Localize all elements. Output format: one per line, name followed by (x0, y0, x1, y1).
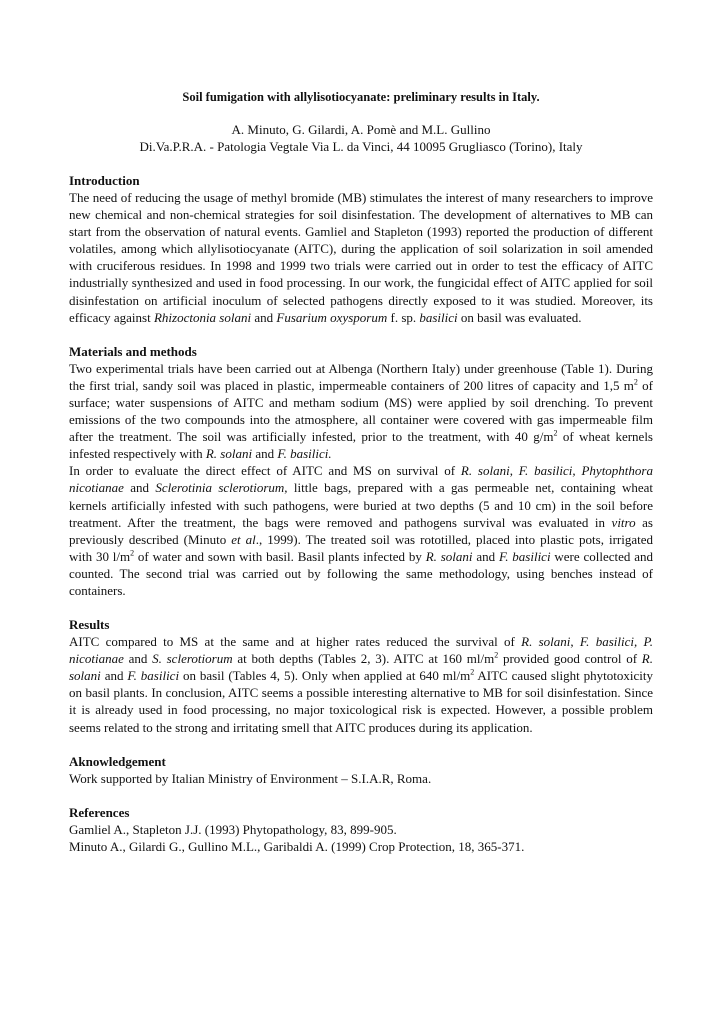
paper-title: Soil fumigation with allylisotiocyanate: preliminary results in Italy. (182, 90, 540, 104)
text-run: , (570, 634, 580, 650)
species-name: F. basilici (127, 668, 180, 684)
superscript: 2 (494, 650, 499, 660)
text-run: at both depths (Tables 2, 3). AITC at 160 ml/m (232, 651, 495, 667)
acknowledgement-section (69, 753, 653, 787)
text-run: and (123, 480, 156, 496)
text-run: as previously described (Minuto (69, 514, 653, 547)
species-name: F. basilici (498, 548, 551, 564)
species-name: Rhizoctonia solani (153, 309, 252, 325)
text-run: on basil (Tables 4, 5). Only when applied at 640 ml/m (179, 668, 471, 684)
introduction-paragraph (69, 189, 653, 326)
superscript: 2 (633, 377, 638, 387)
text-run: In order to evaluate the direct effect of AITC and MS on survival of (69, 463, 461, 479)
reference-item: Minuto A., Gilardi G., Gullino M.L., Garibaldi A. (1999) Crop Protection, 18, 365-371. (69, 838, 525, 854)
text-run: were collected and counted. The second trial was carried out by following the same methodology, using benches instead of containers. (69, 548, 653, 598)
text-run: AITC caused slight phytotoxicity on basil plants. In conclusion, AITC seems a possible interesting alternative to MB for soil disinfestation. Since it is already used in food processing, no major toxicological risk is expected. However, a possible problem seems related to the strong and irritating smell that AITC produces during its application. (69, 668, 653, 735)
species-name: basilici (419, 309, 458, 325)
references-section (69, 804, 653, 855)
references-heading: References (69, 804, 130, 820)
introduction-section (69, 172, 653, 326)
species-name: R. solani (205, 446, 253, 462)
text-run: of wheat kernels infested respectively with (69, 429, 653, 462)
italic-term: et al (231, 531, 256, 547)
superscript: 2 (130, 548, 135, 558)
species-name: Fusarium oxysporum (276, 309, 388, 325)
text-run: and (123, 651, 153, 667)
text-run: Two experimental trials have been carried out at Albenga (Northern Italy) under greenhouse (Table 1). During the first trial, sandy soil was placed in plastic, impermeable containers of 200 litres of capacity and 1,5 m (69, 360, 653, 393)
text-run: on basil was evaluated. (457, 309, 582, 325)
acknowledgement-text: Work supported by Italian Ministry of Environment – S.I.A.R, Roma. (69, 770, 432, 786)
text-run: The need of reducing the usage of methyl bromide (MB) stimulates the interest of many researchers to improve new chemical and non-chemical strategies for soil disinfestation. The development of alternatives to MB can start from the observation of natural events. Gamliel and Stapleton (1993) reported the production of different volatiles, among which allylisotiocyanate (AITC), during the application of soil solarization in soil amended with cruciferous residues. In 1998 and 1999 two trials were carried out in order to test the efficacy of AITC industrially synthesized and used in food processing. In our work, the fungicidal effect of AITC applied for soil disinfestation on artificial inoculum of selected pathogens directly exposed to it was studied. Moreover, its efficacy against (69, 190, 653, 325)
acknowledgement-heading: Aknowledgement (69, 753, 166, 769)
text-run: and (251, 309, 277, 325)
text-run: of water and sown with basil. Basil plants infected by (134, 548, 426, 564)
text-run: and (252, 446, 278, 462)
introduction-heading: Introduction (69, 173, 140, 188)
text-run: ., 1999). The treated soil was rototilled, placed into plastic pots, irrigated with 30 l/m (69, 531, 653, 564)
paper-page (69, 90, 653, 855)
text-run: , (509, 463, 519, 479)
text-run: and (472, 548, 499, 564)
species-name: R. solani (425, 548, 473, 564)
results-section (69, 616, 653, 736)
methods-section (69, 343, 653, 599)
text-run: of surface; water suspensions of AITC and metham sodium (MS) were applied by soil drenching. To prevent emissions of the two compounds into the atmosphere, all container were covered with gas impermeable film after the treatment. The soil was artificially infested, prior to the treatment, with 40 g/m (69, 377, 653, 445)
methods-heading: Materials and methods (69, 343, 197, 359)
species-name: F. basilici, Phytophthora nicotianae (69, 463, 653, 496)
results-heading: Results (69, 617, 110, 633)
text-run: little bags, prepared with a gas permeable net, containing wheat kernels artificially infested with such pathogens, were buried at two depths (5 and 10 cm) in the soil before treatment. After the treatment, the bags were removed and pathogens survival was evaluated in (69, 480, 653, 530)
methods-paragraph-1 (69, 360, 653, 463)
methods-paragraph-2 (69, 462, 653, 599)
text-run: AITC compared to MS at the same and at higher rates reduced the survival of (69, 634, 522, 650)
reference-item: Gamliel A., Stapleton J.J. (1993) Phytopathology, 83, 899-905. (69, 821, 397, 837)
species-name: R. solani (460, 463, 510, 479)
text-run: f. sp. (387, 309, 420, 325)
author-list: A. Minuto, G. Gilardi, A. Pomè and M.L. Gullino (231, 122, 491, 137)
species-name: S. sclerotiorum (152, 651, 233, 667)
species-name: F. basilici, P. nicotianae (69, 634, 654, 667)
species-name: R. solani (69, 651, 653, 684)
text-run: and (100, 668, 128, 684)
species-name: R. solani (521, 634, 571, 650)
species-name: F. basilici. (277, 446, 332, 462)
italic-term: vitro (611, 514, 636, 530)
results-paragraph (69, 633, 653, 736)
superscript: 2 (553, 428, 558, 438)
species-name: Sclerotinia sclerotiorum, (155, 480, 288, 496)
text-run: provided good control of (498, 651, 642, 667)
superscript: 2 (470, 667, 475, 677)
affiliation: Di.Va.P.R.A. - Patologia Vegtale Via L. da Vinci, 44 10095 Grugliasco (Torino), Italy (139, 139, 583, 154)
